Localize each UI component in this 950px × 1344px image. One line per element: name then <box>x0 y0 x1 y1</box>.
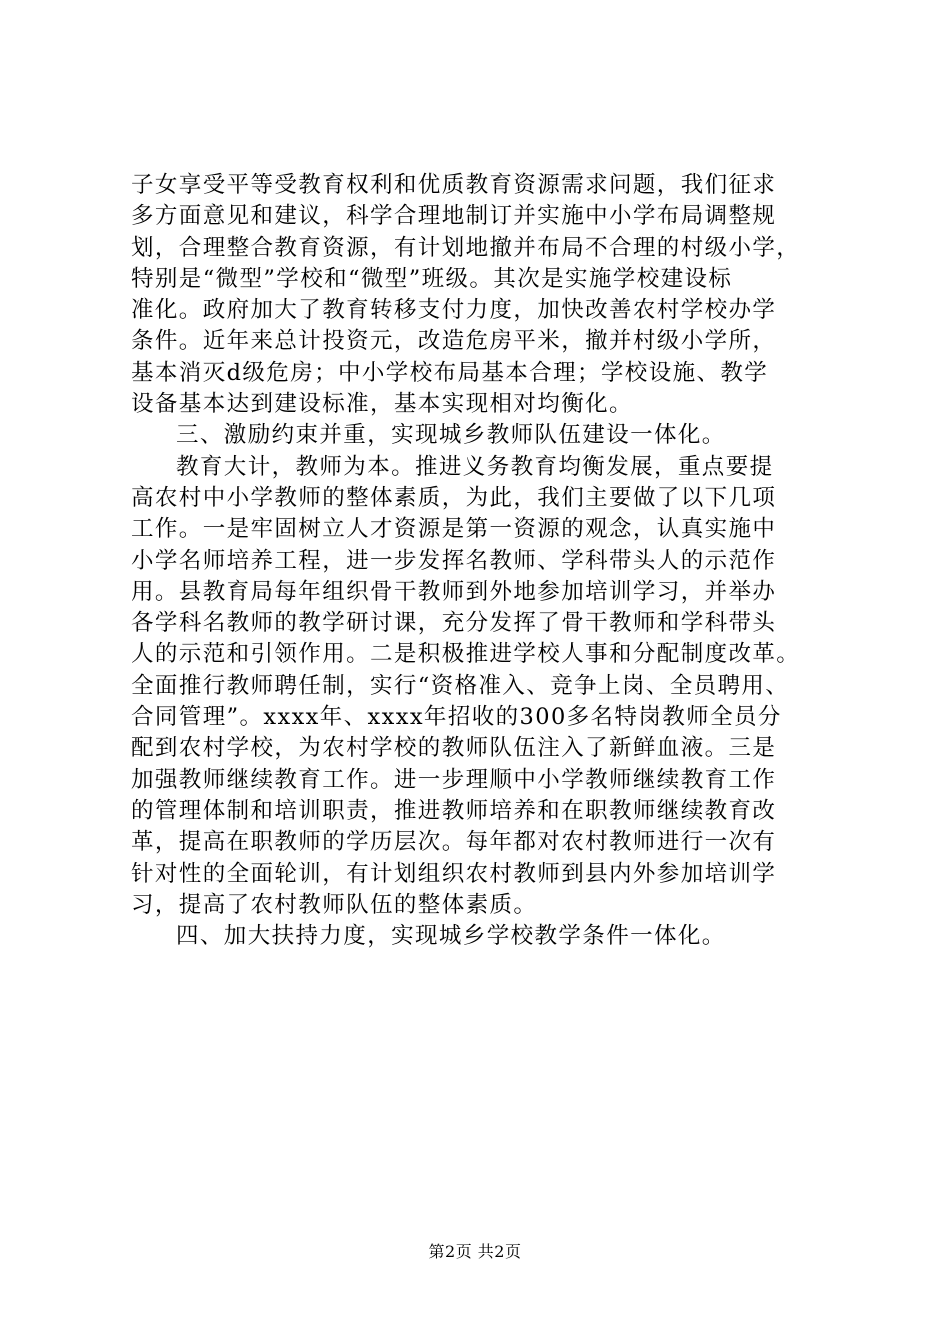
text-line: 准化。政府加大了教育转移支付力度，加快改善农村学校办学 <box>131 297 777 324</box>
section-heading-4: 四、加大扶持力度，实现城乡学校教学条件一体化。 <box>176 923 726 950</box>
section-heading-3: 三、激励约束并重，实现城乡教师队伍建设一体化。 <box>176 422 726 449</box>
text-line: 用。县教育局每年组织骨干教师到外地参加培训学习，并举办 <box>131 578 777 605</box>
text-line: 合同管理”。xxxx年、xxxx年招收的300多名特岗教师全员分 <box>131 704 782 731</box>
text-line: 的管理体制和培训职责，推进教师培养和在职教师继续教育改 <box>131 797 777 824</box>
text-line: 多方面意见和建议，科学合理地制订并实施中小学布局调整规 <box>131 203 777 230</box>
text-line: 划，合理整合教育资源，有计划地撤并布局不合理的村级小学， <box>131 234 801 261</box>
text-line: 配到农村学校，为农村学校的教师队伍注入了新鲜血液。三是 <box>131 735 777 762</box>
text-line: 小学名师培养工程，进一步发挥名教师、学科带头人的示范作 <box>131 547 777 574</box>
text-line: 习，提高了农村教师队伍的整体素质。 <box>131 891 538 918</box>
page-number-footer: 第2页 共2页 <box>428 1242 522 1261</box>
text-line: 针对性的全面轮训，有计划组织农村教师到县内外参加培训学 <box>131 860 777 887</box>
paragraph-start: 教育大计，教师为本。推进义务教育均衡发展，重点要提 <box>176 453 774 480</box>
text-line: 全面推行教师聘任制，实行“资格准入、竞争上岗、全员聘用、 <box>131 672 790 699</box>
text-line: 工作。一是牢固树立人才资源是第一资源的观念，认真实施中 <box>131 516 777 543</box>
text-line: 基本消灭d级危房；中小学校布局基本合理；学校设施、教学 <box>131 359 769 386</box>
text-line: 条件。近年来总计投资元，改造危房平米，撤并村级小学所， <box>131 328 777 355</box>
text-line: 设备基本达到建设标准，基本实现相对均衡化。 <box>131 391 633 418</box>
text-line: 特别是“微型”学校和“微型”班级。其次是实施学校建设标 <box>131 265 733 292</box>
text-line: 革，提高在职教师的学历层次。每年都对农村教师进行一次有 <box>131 829 777 856</box>
text-line: 各学科名教师的教学研讨课，充分发挥了骨干教师和学科带头 <box>131 610 777 637</box>
document-body <box>131 170 821 952</box>
text-line: 加强教师继续教育工作。进一步理顺中小学教师继续教育工作 <box>131 766 777 793</box>
text-line: 子女享受平等受教育权利和优质教育资源需求问题，我们征求 <box>131 172 777 198</box>
text-line: 高农村中小学教师的整体素质，为此，我们主要做了以下几项 <box>131 484 777 511</box>
text-line: 人的示范和引领作用。二是积极推进学校人事和分配制度改革。 <box>131 641 801 668</box>
